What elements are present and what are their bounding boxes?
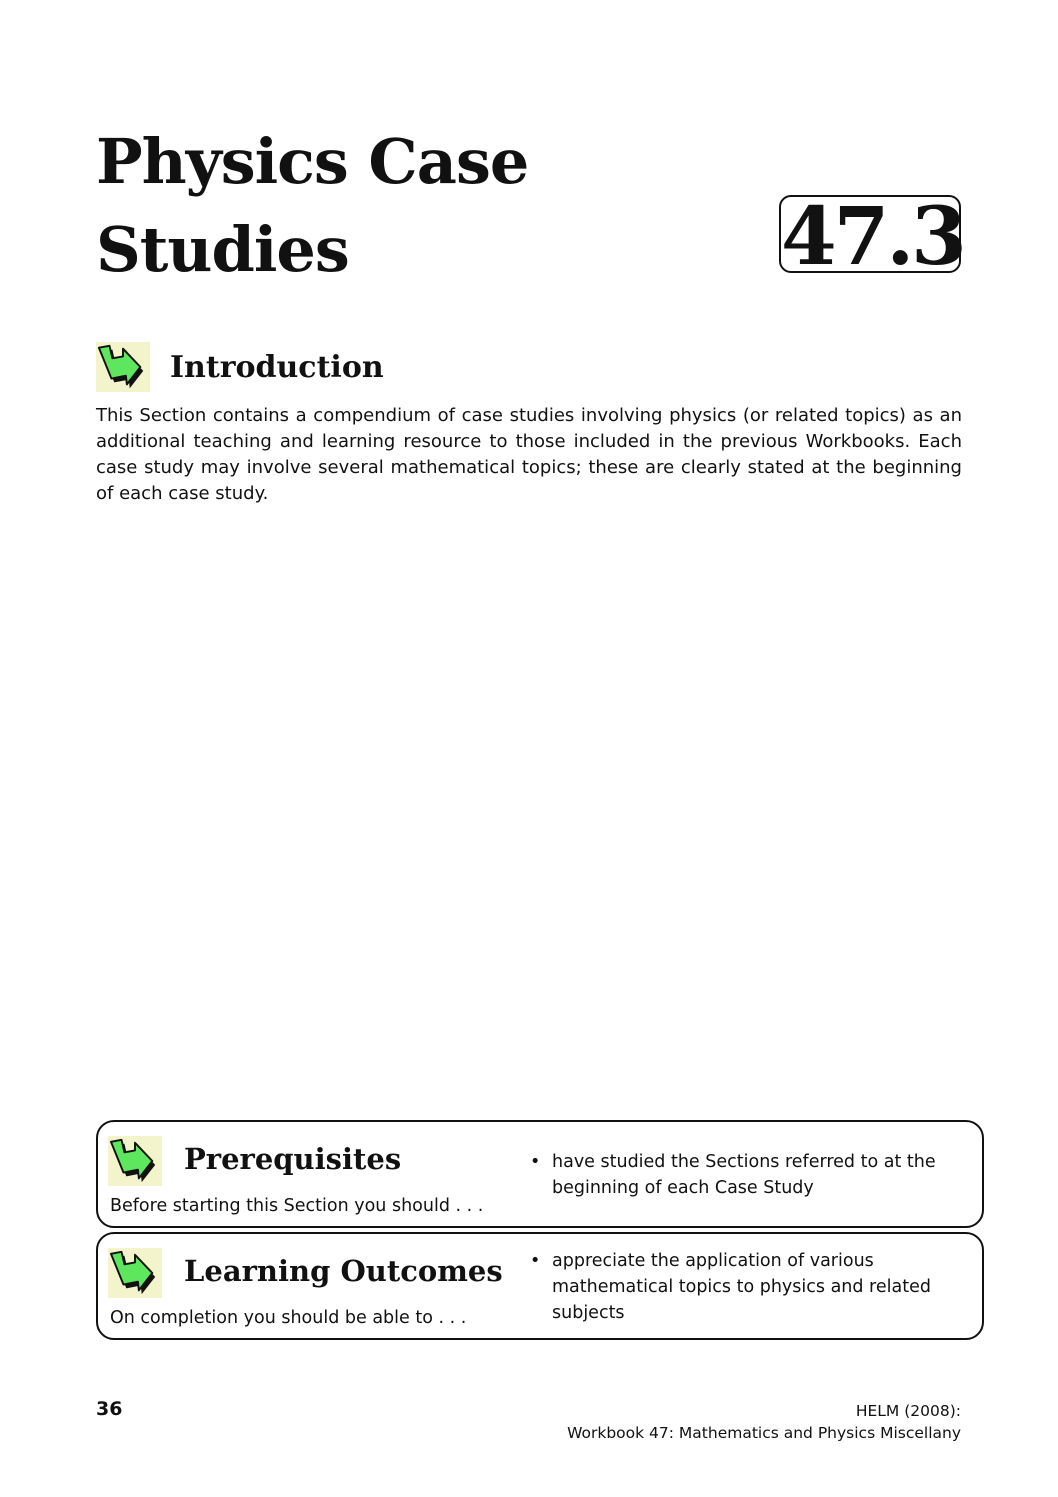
prerequisites-box bbox=[96, 1120, 984, 1228]
footer-line-2: Workbook 47: Mathematics and Physics Miscellany bbox=[567, 1424, 961, 1442]
prerequisites-list bbox=[526, 1149, 966, 1201]
arrow-icon bbox=[108, 1248, 162, 1298]
introduction-heading: Introduction bbox=[170, 350, 384, 385]
footer-line-1: HELM (2008): bbox=[855, 1402, 961, 1420]
section-number-badge: 47.3 bbox=[781, 189, 964, 283]
page-title bbox=[96, 118, 696, 294]
learning-outcomes-list bbox=[526, 1248, 966, 1326]
prerequisites-lead: Before starting this Section you should . . . bbox=[110, 1196, 484, 1216]
prerequisites-heading: Prerequisites bbox=[184, 1142, 402, 1176]
arrow-icon bbox=[96, 341, 150, 393]
list-item: • have studied the Sections referred to at the beginning of each Case Study bbox=[526, 1149, 966, 1201]
learning-outcomes-heading: Learning Outcomes bbox=[184, 1254, 503, 1288]
title-line-1: Physics Case bbox=[96, 125, 529, 198]
arrow-icon bbox=[108, 1136, 162, 1186]
footer-citation bbox=[567, 1400, 961, 1444]
introduction-text: This Section contains a compendium of case studies involving physics (or related topics) as an additional teaching and learning resource to those included in the previous Workbooks. Each case study may involve several mathematical topics; these are clearly stated at the beginning of each case study. bbox=[96, 405, 962, 504]
title-line-2: Studies bbox=[96, 213, 349, 286]
learning-outcomes-box bbox=[96, 1232, 984, 1340]
list-item: • appreciate the application of various mathematical topics to physics and related subjects bbox=[526, 1248, 966, 1326]
learning-outcomes-lead: On completion you should be able to . . . bbox=[110, 1308, 467, 1328]
page-number: 36 bbox=[96, 1398, 123, 1420]
